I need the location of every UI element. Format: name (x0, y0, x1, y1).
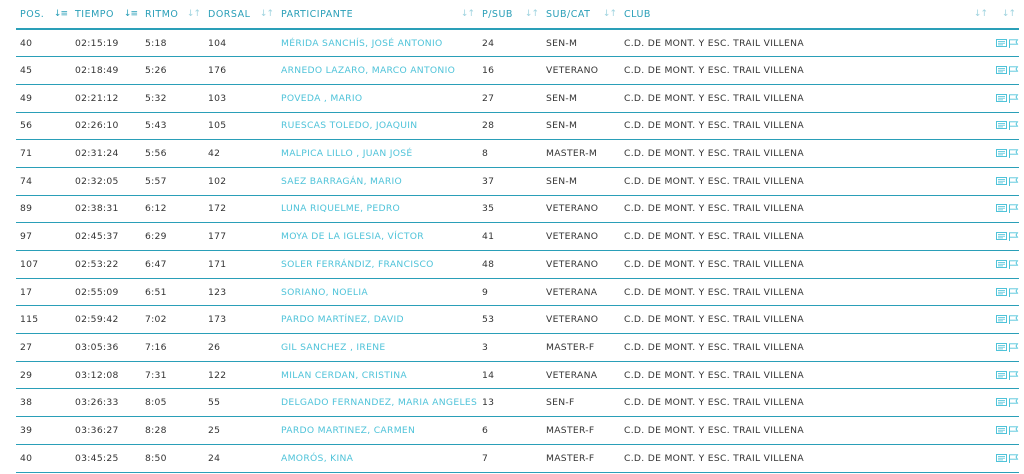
cell-tiempo: 03:12:08 (71, 361, 141, 389)
cell-club: C.D. DE MONT. Y ESC. TRAIL VILLENA (620, 140, 991, 168)
sort-icon[interactable]: ↓↑ (460, 9, 474, 19)
participant-link[interactable]: RUESCAS TOLEDO, JOAQUIN (281, 120, 418, 132)
column-header-psub[interactable] (478, 0, 542, 29)
cell-participante (277, 57, 478, 85)
cell-pos: 40 (16, 29, 71, 57)
details-icon[interactable] (996, 121, 1007, 130)
cell-ritmo: 6:47 (141, 251, 204, 279)
row-actions (991, 444, 1019, 472)
row-actions (991, 167, 1019, 195)
cell-psub: 41 (478, 223, 542, 251)
cell-subcat: VETERANO (542, 223, 620, 251)
row-actions (991, 361, 1019, 389)
table-row (16, 389, 1019, 417)
details-icon[interactable] (996, 66, 1007, 75)
participant-link[interactable]: ARNEDO LAZARO, MARCO ANTONIO (281, 65, 456, 77)
cell-psub: 35 (478, 195, 542, 223)
table-body (16, 29, 1019, 472)
sort-ascending-icon[interactable]: ↓≡ (123, 9, 137, 19)
sort-icon[interactable]: ↓↑ (524, 9, 538, 19)
participant-link[interactable]: POVEDA , MARIO (281, 92, 363, 104)
cell-club: C.D. DE MONT. Y ESC. TRAIL VILLENA (620, 334, 991, 362)
cell-subcat: VETERANO (542, 195, 620, 223)
cell-pos: 97 (16, 223, 71, 251)
sort-ascending-icon[interactable]: ↓≡ (53, 9, 67, 19)
cell-psub: 24 (478, 29, 542, 57)
cell-ritmo: 6:51 (141, 278, 204, 306)
cell-psub: 27 (478, 84, 542, 112)
flag-icon[interactable] (1008, 288, 1019, 297)
row-actions (991, 223, 1019, 251)
cell-dorsal: 123 (204, 278, 277, 306)
cell-participante (277, 195, 478, 223)
participant-link[interactable]: PARDO MARTÍNEZ, DAVID (281, 314, 404, 326)
results-table (16, 0, 1019, 473)
cell-participante (277, 444, 478, 472)
cell-psub: 13 (478, 389, 542, 417)
table-row (16, 417, 1019, 445)
cell-tiempo: 03:05:36 (71, 334, 141, 362)
cell-psub: 16 (478, 57, 542, 85)
details-icon[interactable] (996, 260, 1007, 269)
cell-psub: 48 (478, 251, 542, 279)
cell-pos: 27 (16, 334, 71, 362)
cell-tiempo: 02:26:10 (71, 112, 141, 140)
row-actions (991, 195, 1019, 223)
cell-club: C.D. DE MONT. Y ESC. TRAIL VILLENA (620, 195, 991, 223)
details-icon[interactable] (996, 177, 1007, 186)
participant-link[interactable]: MALPICA LILLO , JUAN JOSÉ (281, 148, 413, 160)
details-icon[interactable] (996, 398, 1007, 407)
cell-subcat: SEN-M (542, 167, 620, 195)
cell-tiempo: 02:18:49 (71, 57, 141, 85)
cell-pos: 49 (16, 84, 71, 112)
cell-dorsal: 172 (204, 195, 277, 223)
details-icon[interactable] (996, 232, 1007, 241)
cell-club: C.D. DE MONT. Y ESC. TRAIL VILLENA (620, 84, 991, 112)
column-header-dorsal[interactable] (204, 0, 277, 29)
cell-club: C.D. DE MONT. Y ESC. TRAIL VILLENA (620, 251, 991, 279)
flag-icon[interactable] (1008, 454, 1019, 463)
flag-icon[interactable] (1008, 371, 1019, 380)
details-icon[interactable] (996, 149, 1007, 158)
cell-participante (277, 417, 478, 445)
cell-pos: 39 (16, 417, 71, 445)
cell-pos: 74 (16, 167, 71, 195)
row-actions (991, 251, 1019, 279)
cell-club: C.D. DE MONT. Y ESC. TRAIL VILLENA (620, 278, 991, 306)
flag-icon[interactable] (1008, 315, 1019, 324)
participant-link[interactable]: MOYA DE LA IGLESIA, VÍCTOR (281, 231, 424, 243)
cell-subcat: MASTER-F (542, 334, 620, 362)
column-header-label: POS. (20, 8, 45, 20)
cell-ritmo: 5:43 (141, 112, 204, 140)
sort-icon[interactable]: ↓↑ (259, 9, 273, 19)
row-actions (991, 29, 1019, 57)
table-header-row (16, 0, 1019, 29)
table-row (16, 361, 1019, 389)
cell-subcat: VETERANO (542, 57, 620, 85)
cell-tiempo: 02:32:05 (71, 167, 141, 195)
cell-psub: 3 (478, 334, 542, 362)
participant-link[interactable]: SORIANO, NOELIA (281, 286, 368, 298)
cell-participante (277, 306, 478, 334)
details-icon[interactable] (996, 343, 1007, 352)
cell-dorsal: 103 (204, 84, 277, 112)
cell-dorsal: 104 (204, 29, 277, 57)
column-header-label: PARTICIPANTE (281, 8, 354, 20)
cell-club: C.D. DE MONT. Y ESC. TRAIL VILLENA (620, 444, 991, 472)
column-header-label: RITMO (145, 8, 179, 20)
table-row (16, 167, 1019, 195)
cell-club: C.D. DE MONT. Y ESC. TRAIL VILLENA (620, 112, 991, 140)
cell-subcat: SEN-M (542, 112, 620, 140)
flag-icon[interactable] (1008, 398, 1019, 407)
cell-ritmo: 8:28 (141, 417, 204, 445)
cell-tiempo: 02:21:12 (71, 84, 141, 112)
table-row (16, 306, 1019, 334)
flag-icon[interactable] (1008, 121, 1019, 130)
row-actions (991, 84, 1019, 112)
flag-icon[interactable] (1008, 149, 1019, 158)
cell-psub: 28 (478, 112, 542, 140)
cell-ritmo: 6:12 (141, 195, 204, 223)
column-header-subcat[interactable] (542, 0, 620, 29)
cell-club: C.D. DE MONT. Y ESC. TRAIL VILLENA (620, 29, 991, 57)
cell-club: C.D. DE MONT. Y ESC. TRAIL VILLENA (620, 389, 991, 417)
cell-subcat: VETERANA (542, 278, 620, 306)
details-icon[interactable] (996, 315, 1007, 324)
cell-dorsal: 55 (204, 389, 277, 417)
cell-club: C.D. DE MONT. Y ESC. TRAIL VILLENA (620, 167, 991, 195)
cell-subcat: MASTER-F (542, 444, 620, 472)
cell-dorsal: 177 (204, 223, 277, 251)
cell-subcat: SEN-M (542, 29, 620, 57)
cell-participante (277, 389, 478, 417)
row-actions (991, 57, 1019, 85)
cell-tiempo: 03:26:33 (71, 389, 141, 417)
row-actions (991, 389, 1019, 417)
flag-icon[interactable] (1008, 94, 1019, 103)
cell-dorsal: 24 (204, 444, 277, 472)
cell-participante (277, 223, 478, 251)
flag-icon[interactable] (1008, 260, 1019, 269)
cell-dorsal: 171 (204, 251, 277, 279)
cell-participante (277, 278, 478, 306)
sort-icon[interactable]: ↓↑ (1001, 9, 1015, 19)
cell-subcat: MASTER-M (542, 140, 620, 168)
cell-participante (277, 334, 478, 362)
cell-participante (277, 29, 478, 57)
cell-participante (277, 251, 478, 279)
cell-tiempo: 02:45:37 (71, 223, 141, 251)
participant-link[interactable]: DELGADO FERNANDEZ, MARIA ANGELES (281, 397, 478, 409)
column-header-participante[interactable] (277, 0, 478, 29)
cell-ritmo: 7:16 (141, 334, 204, 362)
participant-link[interactable]: GIL SANCHEZ , IRENE (281, 341, 386, 353)
cell-ritmo: 5:57 (141, 167, 204, 195)
cell-club: C.D. DE MONT. Y ESC. TRAIL VILLENA (620, 57, 991, 85)
cell-participante (277, 112, 478, 140)
cell-participante (277, 84, 478, 112)
cell-club: C.D. DE MONT. Y ESC. TRAIL VILLENA (620, 417, 991, 445)
cell-tiempo: 03:45:25 (71, 444, 141, 472)
details-icon[interactable] (996, 204, 1007, 213)
cell-dorsal: 105 (204, 112, 277, 140)
cell-psub: 7 (478, 444, 542, 472)
column-header-pos[interactable] (16, 0, 71, 29)
details-icon[interactable] (996, 454, 1007, 463)
flag-icon[interactable] (1008, 177, 1019, 186)
details-icon[interactable] (996, 426, 1007, 435)
column-header-label: SUB/CAT (546, 8, 591, 20)
cell-dorsal: 42 (204, 140, 277, 168)
column-header-ritmo[interactable] (141, 0, 204, 29)
cell-ritmo: 6:29 (141, 223, 204, 251)
cell-participante (277, 140, 478, 168)
sort-icon[interactable]: ↓↑ (973, 9, 987, 19)
participant-link[interactable]: LUNA RIQUELME, PEDRO (281, 203, 401, 215)
cell-psub: 9 (478, 278, 542, 306)
cell-club: C.D. DE MONT. Y ESC. TRAIL VILLENA (620, 361, 991, 389)
row-actions (991, 306, 1019, 334)
cell-subcat: VETERANA (542, 361, 620, 389)
cell-ritmo: 7:02 (141, 306, 204, 334)
cell-tiempo: 02:38:31 (71, 195, 141, 223)
cell-ritmo: 5:56 (141, 140, 204, 168)
cell-tiempo: 02:15:19 (71, 29, 141, 57)
participant-link[interactable]: AMORÓS, KINA (281, 452, 354, 464)
cell-club: C.D. DE MONT. Y ESC. TRAIL VILLENA (620, 306, 991, 334)
flag-icon[interactable] (1008, 39, 1019, 48)
cell-psub: 6 (478, 417, 542, 445)
cell-participante (277, 167, 478, 195)
cell-pos: 71 (16, 140, 71, 168)
row-actions (991, 417, 1019, 445)
column-header-actions[interactable] (991, 0, 1019, 29)
flag-icon[interactable] (1008, 66, 1019, 75)
column-header-label: P/SUB (482, 8, 513, 20)
cell-tiempo: 02:59:42 (71, 306, 141, 334)
details-icon[interactable] (996, 371, 1007, 380)
details-icon[interactable] (996, 94, 1007, 103)
table-row (16, 444, 1019, 472)
table-row (16, 223, 1019, 251)
column-header-label: TIEMPO (75, 8, 115, 20)
cell-subcat: VETERANO (542, 306, 620, 334)
cell-dorsal: 173 (204, 306, 277, 334)
cell-dorsal: 25 (204, 417, 277, 445)
cell-pos: 107 (16, 251, 71, 279)
cell-pos: 38 (16, 389, 71, 417)
table-row (16, 140, 1019, 168)
cell-pos: 56 (16, 112, 71, 140)
flag-icon[interactable] (1008, 343, 1019, 352)
cell-participante (277, 361, 478, 389)
cell-ritmo: 5:26 (141, 57, 204, 85)
participant-link[interactable]: SAEZ BARRAGÁN, MARIO (281, 175, 403, 187)
participant-link[interactable]: SOLER FERRÁNDIZ, FRANCISCO (281, 258, 434, 270)
sort-icon[interactable]: ↓↑ (602, 9, 616, 19)
table-row (16, 195, 1019, 223)
table-row (16, 334, 1019, 362)
cell-pos: 40 (16, 444, 71, 472)
cell-psub: 53 (478, 306, 542, 334)
cell-psub: 37 (478, 167, 542, 195)
cell-pos: 29 (16, 361, 71, 389)
cell-subcat: MASTER-F (542, 417, 620, 445)
cell-tiempo: 02:55:09 (71, 278, 141, 306)
cell-subcat: SEN-F (542, 389, 620, 417)
column-header-club[interactable] (620, 0, 991, 29)
cell-pos: 45 (16, 57, 71, 85)
cell-dorsal: 176 (204, 57, 277, 85)
cell-tiempo: 03:36:27 (71, 417, 141, 445)
cell-subcat: VETERANO (542, 251, 620, 279)
sort-icon[interactable]: ↓↑ (186, 9, 200, 19)
table-row (16, 57, 1019, 85)
details-icon[interactable] (996, 39, 1007, 48)
cell-club: C.D. DE MONT. Y ESC. TRAIL VILLENA (620, 223, 991, 251)
row-actions (991, 334, 1019, 362)
table-row (16, 112, 1019, 140)
cell-pos: 89 (16, 195, 71, 223)
row-actions (991, 112, 1019, 140)
table-row (16, 29, 1019, 57)
participant-link[interactable]: MILAN CERDAN, CRISTINA (281, 369, 407, 381)
flag-icon[interactable] (1008, 426, 1019, 435)
table-row (16, 84, 1019, 112)
details-icon[interactable] (996, 288, 1007, 297)
cell-ritmo: 5:18 (141, 29, 204, 57)
cell-dorsal: 26 (204, 334, 277, 362)
row-actions (991, 278, 1019, 306)
cell-dorsal: 122 (204, 361, 277, 389)
table-row (16, 251, 1019, 279)
cell-dorsal: 102 (204, 167, 277, 195)
cell-pos: 17 (16, 278, 71, 306)
flag-icon[interactable] (1008, 204, 1019, 213)
cell-ritmo: 8:05 (141, 389, 204, 417)
cell-tiempo: 02:53:22 (71, 251, 141, 279)
column-header-tiempo[interactable] (71, 0, 141, 29)
cell-pos: 115 (16, 306, 71, 334)
cell-psub: 8 (478, 140, 542, 168)
cell-ritmo: 7:31 (141, 361, 204, 389)
cell-tiempo: 02:31:24 (71, 140, 141, 168)
cell-ritmo: 8:50 (141, 444, 204, 472)
flag-icon[interactable] (1008, 232, 1019, 241)
column-header-label: CLUB (624, 8, 651, 20)
cell-psub: 14 (478, 361, 542, 389)
participant-link[interactable]: PARDO MARTINEZ, CARMEN (281, 424, 416, 436)
participant-link[interactable]: MÉRIDA SANCHÍS, JOSÉ ANTONIO (281, 37, 443, 49)
column-header-label: DORSAL (208, 8, 251, 20)
cell-ritmo: 5:32 (141, 84, 204, 112)
cell-subcat: SEN-M (542, 84, 620, 112)
table-row (16, 278, 1019, 306)
row-actions (991, 140, 1019, 168)
